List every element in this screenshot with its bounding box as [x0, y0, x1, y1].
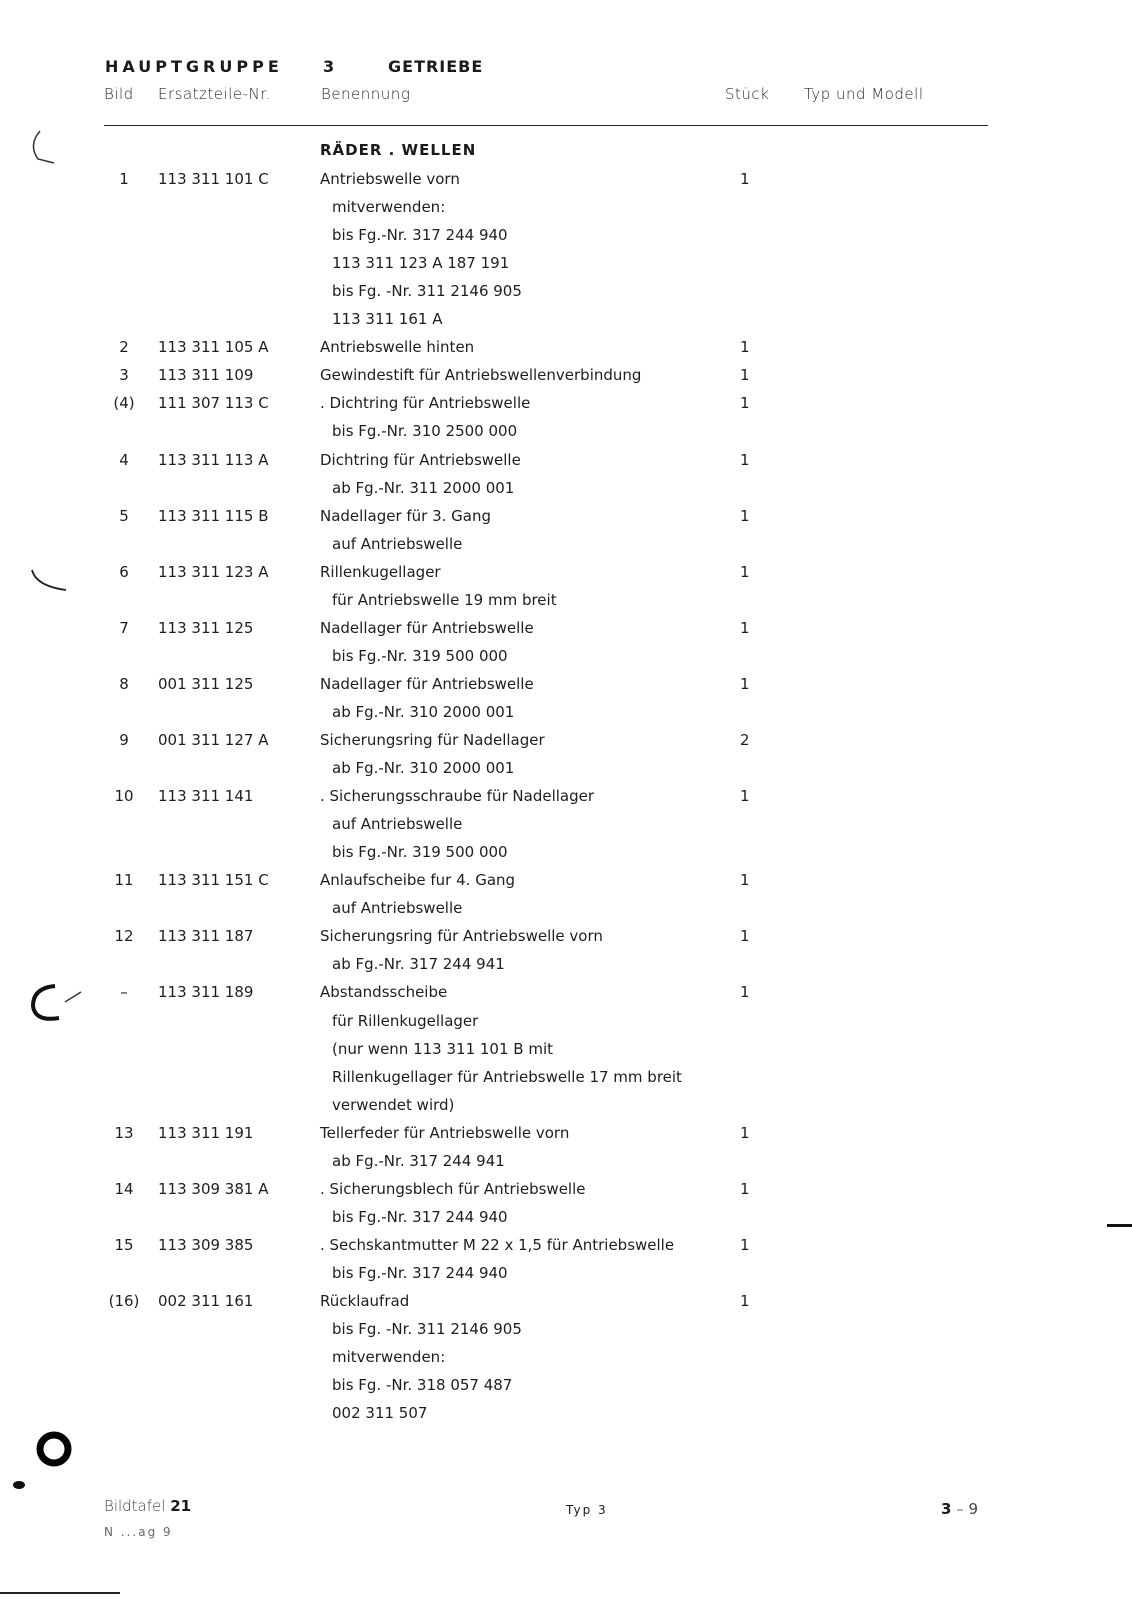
row-designation: Abstandsscheibe [320, 983, 448, 1001]
row-designation: Dichtring für Antriebswelle [320, 451, 521, 469]
row-designation: Gewindestift für Antriebswellenverbindung [320, 366, 642, 384]
main-group-number: 3 [323, 57, 335, 76]
row-designation: 113 311 161 A [332, 310, 443, 328]
binding-mark-ring [25, 982, 90, 1027]
row-part-number: 001 311 127 A [158, 731, 269, 749]
row-part-number: 113 311 189 [158, 983, 254, 1001]
row-part-number: 113 311 123 A [158, 563, 269, 581]
row-quantity: 2 [740, 731, 750, 749]
row-part-number: 113 311 141 [158, 787, 254, 805]
row-bild: 4 [119, 451, 129, 469]
row-part-number: 113 311 113 A [158, 451, 269, 469]
row-designation: Rillenkugellager für Antriebswelle 17 mm breit [332, 1068, 682, 1086]
row-designation: auf Antriebswelle [332, 815, 463, 833]
row-part-number: 113 309 381 A [158, 1180, 269, 1198]
row-designation: bis Fg. -Nr. 318 057 487 [332, 1376, 513, 1394]
row-designation: ab Fg.-Nr. 310 2000 001 [332, 703, 515, 721]
row-part-number: 113 311 109 [158, 366, 254, 384]
row-quantity: 1 [740, 563, 750, 581]
row-bild: 11 [114, 871, 134, 889]
row-part-number: 113 309 385 [158, 1236, 254, 1254]
row-designation: bis Fg.-Nr. 319 500 000 [332, 843, 508, 861]
row-part-number: 002 311 161 [158, 1292, 254, 1310]
column-header-benennung: Benennung [321, 85, 411, 103]
row-bild: 14 [114, 1180, 134, 1198]
edge-mark-right [1107, 1224, 1132, 1227]
row-designation: mitverwenden: [332, 198, 446, 216]
row-bild: 1 [119, 170, 129, 188]
column-header-stueck: Stück [725, 85, 770, 103]
column-header-ersatzteil: Ersatzteile-Nr. [158, 85, 271, 103]
bildtafel-number: 21 [170, 1497, 192, 1515]
row-designation: verwendet wird) [332, 1096, 455, 1114]
row-quantity: 1 [740, 366, 750, 384]
row-designation: Sicherungsring für Nadellager [320, 731, 545, 749]
row-designation: Rillenkugellager [320, 563, 441, 581]
row-bild: 7 [119, 619, 129, 637]
row-quantity: 1 [740, 394, 750, 412]
row-part-number: 111 307 113 C [158, 394, 269, 412]
scan-speck [10, 1478, 30, 1492]
page-separator: – [956, 1500, 964, 1518]
row-bild: 5 [119, 507, 129, 525]
row-designation: bis Fg.-Nr. 319 500 000 [332, 647, 508, 665]
row-designation: bis Fg.-Nr. 317 244 940 [332, 1264, 508, 1282]
row-bild: (16) [108, 1292, 140, 1310]
row-quantity: 1 [740, 1292, 750, 1310]
row-part-number: 113 311 151 C [158, 871, 269, 889]
row-designation: bis Fg.-Nr. 317 244 940 [332, 1208, 508, 1226]
row-designation: Sicherungsring für Antriebswelle vorn [320, 927, 603, 945]
row-quantity: 1 [740, 507, 750, 525]
row-bild: – [120, 983, 128, 1001]
row-part-number: 113 311 115 B [158, 507, 269, 525]
row-designation: ab Fg.-Nr. 317 244 941 [332, 955, 505, 973]
column-header-bild: Bild [104, 85, 134, 103]
row-designation: . Sicherungsschraube für Nadellager [320, 787, 595, 805]
row-quantity: 1 [740, 983, 750, 1001]
row-bild: 6 [119, 563, 129, 581]
row-designation: Nadellager für Antriebswelle [320, 675, 534, 693]
row-bild: 2 [119, 338, 129, 356]
binding-mark-mid [22, 568, 72, 598]
page-group: 3 [941, 1500, 952, 1518]
row-quantity: 1 [740, 338, 750, 356]
row-designation: ab Fg.-Nr. 317 244 941 [332, 1152, 505, 1170]
row-designation: Nadellager für Antriebswelle [320, 619, 534, 637]
main-group-label: HAUPTGRUPPE [105, 57, 283, 76]
row-designation: mitverwenden: [332, 1348, 446, 1366]
row-designation: ab Fg.-Nr. 311 2000 001 [332, 479, 515, 497]
bildtafel-label: Bildtafel [104, 1497, 166, 1515]
row-designation: für Rillenkugellager [332, 1012, 479, 1030]
row-designation: . Sicherungsblech für Antriebswelle [320, 1180, 586, 1198]
row-designation: 002 311 507 [332, 1404, 428, 1422]
row-bild: 10 [114, 787, 134, 805]
row-designation: Antriebswelle vorn [320, 170, 460, 188]
row-part-number: 113 311 101 C [158, 170, 269, 188]
row-designation: 113 311 123 A 187 191 [332, 254, 510, 272]
row-part-number: 001 311 125 [158, 675, 254, 693]
row-designation: auf Antriebswelle [332, 535, 463, 553]
row-designation: bis Fg. -Nr. 311 2146 905 [332, 282, 522, 300]
row-designation: bis Fg.-Nr. 317 244 940 [332, 226, 508, 244]
footer-typ: Typ 3 [566, 1503, 608, 1517]
column-header-typ: Typ und Modell [804, 85, 924, 103]
header-rule [104, 125, 988, 126]
row-designation: . Sechskantmutter M 22 x 1,5 für Antriebswelle [320, 1236, 675, 1254]
row-quantity: 1 [740, 675, 750, 693]
row-quantity: 1 [740, 451, 750, 469]
row-quantity: 1 [740, 619, 750, 637]
row-quantity: 1 [740, 170, 750, 188]
row-bild: 12 [114, 927, 134, 945]
row-quantity: 1 [740, 1124, 750, 1142]
footer-nachtrag: N ...ag 9 [104, 1525, 173, 1539]
edge-mark-bottom [0, 1592, 120, 1594]
page-number [941, 1500, 978, 1518]
page-num: 9 [968, 1500, 979, 1518]
main-group-name: GETRIEBE [388, 57, 484, 76]
row-bild: 9 [119, 731, 129, 749]
row-part-number: 113 311 125 [158, 619, 254, 637]
row-quantity: 1 [740, 871, 750, 889]
row-bild: 13 [114, 1124, 134, 1142]
binding-mark-top [20, 125, 60, 170]
row-quantity: 1 [740, 1180, 750, 1198]
row-designation: Anlaufscheibe fur 4. Gang [320, 871, 516, 889]
row-designation: Antriebswelle hinten [320, 338, 475, 356]
row-designation: bis Fg.-Nr. 310 2500 000 [332, 422, 518, 440]
row-designation: (nur wenn 113 311 101 B mit [332, 1040, 553, 1058]
row-bild: 8 [119, 675, 129, 693]
row-designation: Nadellager für 3. Gang [320, 507, 492, 525]
row-designation: Tellerfeder für Antriebswelle vorn [320, 1124, 570, 1142]
row-designation: ab Fg.-Nr. 310 2000 001 [332, 759, 515, 777]
row-part-number: 113 311 105 A [158, 338, 269, 356]
row-quantity: 1 [740, 787, 750, 805]
row-designation: . Dichtring für Antriebswelle [320, 394, 531, 412]
section-title: RÄDER . WELLEN [320, 141, 477, 159]
row-part-number: 113 311 191 [158, 1124, 254, 1142]
row-bild: (4) [113, 394, 135, 412]
row-bild: 15 [114, 1236, 134, 1254]
row-bild: 3 [119, 366, 129, 384]
footer-bildtafel [104, 1497, 191, 1515]
row-designation: Rücklaufrad [320, 1292, 410, 1310]
row-designation: auf Antriebswelle [332, 899, 463, 917]
row-designation: bis Fg. -Nr. 311 2146 905 [332, 1320, 522, 1338]
punch-hole-mark [28, 1425, 83, 1475]
row-designation: für Antriebswelle 19 mm breit [332, 591, 557, 609]
row-quantity: 1 [740, 1236, 750, 1254]
row-quantity: 1 [740, 927, 750, 945]
row-part-number: 113 311 187 [158, 927, 254, 945]
